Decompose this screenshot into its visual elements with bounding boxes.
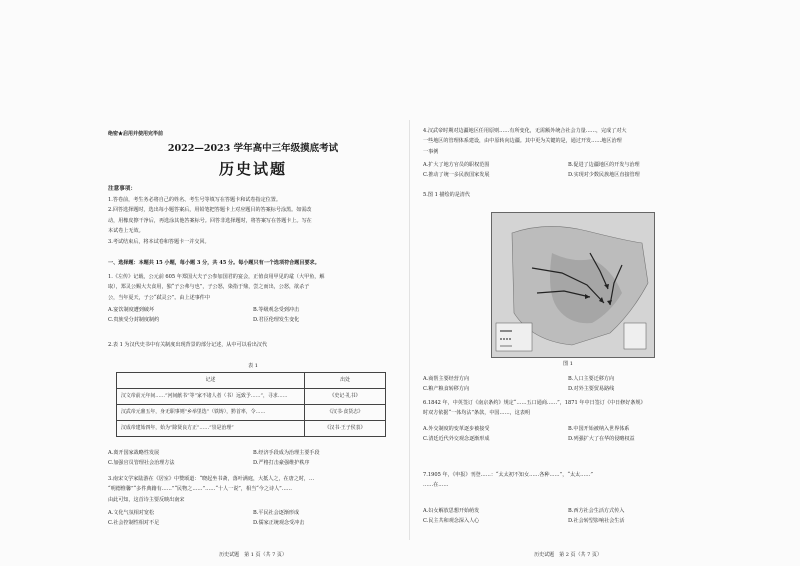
question-4-line: 一事例 — [423, 148, 439, 155]
question-6-line: 时双方依据“一体均沾”条款，中国……，这表明 — [423, 410, 531, 417]
qing-map — [491, 212, 655, 358]
table-row — [117, 389, 386, 405]
right-column — [423, 0, 713, 566]
option-d[interactable]: D.儒家正统观念受冲击 — [253, 520, 305, 527]
map-illustration — [492, 213, 654, 357]
option-d[interactable]: D.严格打击豪强维护秩序 — [253, 460, 310, 467]
option-d[interactable]: D.对外主要贸易路线 — [568, 386, 615, 393]
option-b[interactable]: B.经济手段成为治理主要手段 — [253, 450, 320, 456]
table-cell: 汉成帝建始四年，始为“除贤良方正”……“崇是治理” — [117, 421, 305, 437]
subject-title: 历史试题 — [218, 160, 287, 178]
question-3-line: 3.南宋文学家陆游在《居室》中赞颂道：“晓起坐书斋，落叶满庭，大抵人之，在唐之时，… — [108, 476, 315, 482]
table-cell: 汉文帝前元年间……“河间献书”等“家不诸人者（书）远致予……”，寻求…… — [117, 389, 305, 405]
question-1-line: 1.《左传》记载，公元前 605 年郑国大夫子公参加国君的宴会，正值食用甲见的鼋（大甲鱼，解 — [108, 274, 325, 280]
question-6-line: 6.1842 年，中英签订《南京条约》规定“……五口通商……”，1871 年中日签订《中日修好条规》 — [423, 400, 646, 406]
table-cell: 汉武帝元鼎五年，身无职事则“乡举里选”（铁铸），黔首率，令…… — [117, 405, 305, 421]
option-b[interactable]: B.平民社会逐渐形成 — [253, 510, 300, 516]
question-7-options — [423, 506, 713, 527]
option-b[interactable]: B.西方社会生活方式传入 — [568, 508, 625, 514]
question-4-line: 一些地区的管理体系建设，由中原转向边疆。其中更为关键的是，通过开发……地区治理 — [423, 138, 622, 145]
option-c[interactable]: C.粮产粮食转移方向 — [423, 386, 470, 393]
table-header: 记述 — [117, 373, 305, 389]
table-caption: 表 1 — [248, 363, 258, 369]
section-title: 一、选择题：本题共 15 小题，每小题 3 分，共 45 分。每小题只有一个选项符合题目要求。 — [108, 260, 320, 266]
history-table — [116, 372, 386, 437]
question-2-line: 2.表 1 为汉代史书中有关制度出现背景的部分记述，从中可以看出汉代 — [108, 342, 268, 348]
option-c[interactable]: C.加强官员管理社会治理方法 — [108, 460, 175, 467]
option-c[interactable]: C.推动了统一多民族国家发展 — [423, 172, 490, 179]
option-d[interactable]: D.社会转型影响社会生活 — [568, 518, 625, 525]
question-4-line: 4.汉武帝时期对边疆地区任用原则……有所变化，无需额外统合社会力量……，完成了对大 — [423, 128, 627, 134]
question-7-line: 7.1905 年，《申报》刊登……：“太太初不知女……各种……”，“太太……” — [423, 472, 593, 478]
question-1 — [108, 272, 398, 303]
option-d[interactable]: D.列强扩大了在华的侵略权益 — [568, 436, 635, 443]
notices — [108, 195, 398, 247]
notice-line: 1.答卷前，考生务必将自己的姓名、考生号等填写在答题卡和试卷指定位置。 — [108, 197, 281, 203]
option-b[interactable]: B.中国开始被纳入世界体系 — [568, 426, 630, 432]
table-row — [117, 421, 386, 437]
map-caption: 图 1 — [563, 361, 573, 367]
page-footer: 历史试题 第 1 页（共 7 页） — [219, 552, 287, 558]
question-3-options — [108, 508, 398, 529]
question-3-line: 由此可知，这首诗主要反映出南宋 — [108, 496, 185, 503]
table-row — [117, 405, 386, 421]
question-5-intro — [423, 190, 713, 200]
option-a[interactable]: A.离开国家战略性发展 — [108, 450, 160, 456]
table-cell: 《汉书·王子侯表》 — [305, 421, 386, 437]
exam-title: 2022—2023 学年高中三年级摸底考试 — [167, 143, 339, 154]
question-1-line: 公，当年夏天，子公“弑灵公”。由上述事件中 — [108, 294, 210, 301]
page-footer: 历史试题 第 2 页（共 7 页） — [534, 552, 602, 558]
notice-line: 本试卷上无效。 — [108, 228, 144, 235]
question-7-line: ……在…… — [423, 482, 449, 489]
table-cell: 《史记·礼书》 — [305, 389, 386, 405]
table-header: 出处 — [305, 373, 386, 389]
table-cell: 《汉书·食货志》 — [305, 405, 386, 421]
question-4-options — [423, 160, 713, 181]
option-a[interactable]: A.宴饮制度遭到破坏 — [108, 307, 155, 313]
option-a[interactable]: A.文化气氛相对宽松 — [108, 510, 155, 516]
option-a[interactable]: A.妇女解放思想开始萌发 — [423, 508, 480, 514]
question-4 — [423, 126, 713, 157]
question-1-options — [108, 305, 398, 326]
notice-line: 3.考试结束后，将本试卷和答题卡一并交回。 — [108, 238, 210, 245]
question-6 — [423, 398, 713, 419]
question-3-line: “明德惟馨”“多件典籍有……”“民物之……”……“十人一说”，相当“今之诗人”…… — [108, 486, 292, 493]
notice-line: 2.回答选择题时，选出每小题答案后，用铅笔把答题卡上对应题目的答案标号涂黑。如需改 — [108, 207, 312, 214]
option-a[interactable]: A.扩大了地方官员的职权范围 — [423, 162, 490, 168]
question-1-line: 取），郑灵公赐大夫食用，独“子公弗与也”，子公怒，染指于鼎，尝之而出，公怒，欲杀子 — [108, 284, 310, 291]
question-2-intro — [108, 340, 398, 350]
option-c[interactable]: C.民主共和观念深入人心 — [423, 518, 480, 525]
question-6-options — [423, 424, 713, 445]
question-5-options — [423, 374, 713, 395]
secret-label: 绝密★启用并使用完毕前 — [108, 131, 164, 137]
option-d[interactable]: D.君臣伦理发生变化 — [253, 317, 300, 324]
question-3 — [108, 474, 398, 505]
option-b[interactable]: B.促进了边疆地区的开发与治理 — [568, 162, 640, 168]
page-divider — [409, 120, 410, 540]
notice-line: 动，用橡皮擦干净后，再选涂其他答案标号。回答非选择题时，将答案写在答题卡上。写在 — [108, 217, 312, 224]
option-d[interactable]: D.实现对少数民族地区直接管理 — [568, 172, 640, 179]
section-title-block — [108, 258, 398, 268]
question-5-line: 5.图 1 描绘的是清代 — [423, 192, 470, 198]
option-b[interactable]: B.人口主要迁移方向 — [568, 376, 615, 382]
question-2-options — [108, 448, 398, 469]
option-c[interactable]: C.清廷近代外交观念逐渐形成 — [423, 436, 490, 443]
option-a[interactable]: A.外交制度的变革逐步被接受 — [423, 426, 490, 432]
option-b[interactable]: B.等级观念受到冲击 — [253, 307, 300, 313]
option-c[interactable]: C.贵族受分封制度制约 — [108, 317, 160, 324]
option-c[interactable]: C.社会控制性相对不足 — [108, 520, 160, 527]
question-7 — [423, 470, 713, 491]
notice-title: 注意事项： — [108, 186, 136, 192]
option-a[interactable]: A.商帮主要经营方向 — [423, 376, 470, 382]
table-header-row — [117, 373, 386, 389]
left-column — [108, 0, 398, 566]
